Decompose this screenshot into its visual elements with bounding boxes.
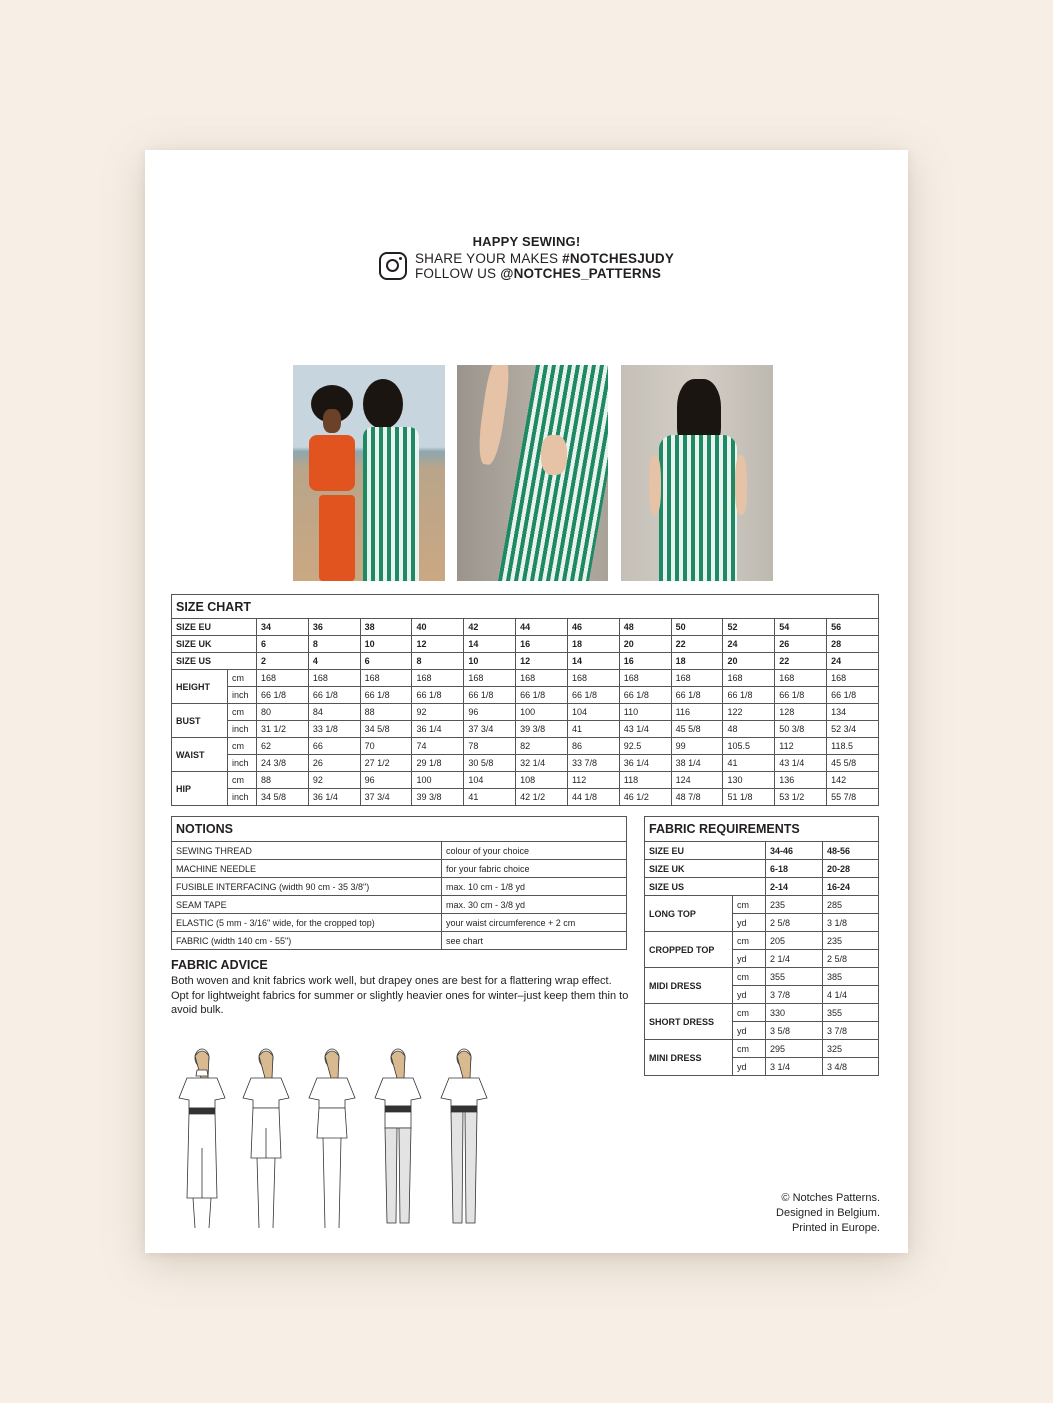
follow-line: FOLLOW US @NOTCHES_PATTERNS bbox=[414, 266, 662, 281]
size-row bbox=[172, 653, 879, 670]
size-cell: 20 bbox=[723, 653, 775, 670]
measurement-cell: 37 3/4 bbox=[464, 721, 516, 738]
fabric-size-cell: 34-46 bbox=[766, 842, 823, 860]
measurement-cell: 96 bbox=[464, 704, 516, 721]
notions-title: NOTIONS bbox=[172, 817, 627, 842]
measurement-cell: 88 bbox=[360, 704, 412, 721]
size-cell: 8 bbox=[308, 636, 360, 653]
size-cell: 4 bbox=[308, 653, 360, 670]
measurement-cell: 168 bbox=[567, 670, 619, 687]
size-cell: 56 bbox=[827, 619, 879, 636]
measurement-cell: 112 bbox=[567, 772, 619, 789]
measurement-cell: 45 5/8 bbox=[827, 755, 879, 772]
measurement-cell: 168 bbox=[775, 670, 827, 687]
measurement-cell: 168 bbox=[412, 670, 464, 687]
measurement-cell: 88 bbox=[257, 772, 309, 789]
unit-label: cm bbox=[228, 670, 257, 687]
measurement-cell: 168 bbox=[360, 670, 412, 687]
measurement-cell: 39 3/8 bbox=[516, 721, 568, 738]
measurement-cell: 45 5/8 bbox=[671, 721, 723, 738]
size-cell: 14 bbox=[464, 636, 516, 653]
size-row bbox=[172, 619, 879, 636]
measurement-cell: 100 bbox=[516, 704, 568, 721]
measurement-cell: 33 7/8 bbox=[567, 755, 619, 772]
measurement-cell: 66 1/8 bbox=[412, 687, 464, 704]
measurement-cell: 33 1/8 bbox=[308, 721, 360, 738]
measurement-cell: 41 bbox=[723, 755, 775, 772]
measurement-label: WAIST bbox=[172, 738, 228, 772]
garment-label: MINI DRESS bbox=[645, 1040, 733, 1076]
fabric-amount-cell: 3 5/8 bbox=[766, 1022, 823, 1040]
unit-label: cm bbox=[228, 704, 257, 721]
measurement-cell: 118.5 bbox=[827, 738, 879, 755]
size-cell: 36 bbox=[308, 619, 360, 636]
share-hashtag: #NOTCHESJUDY bbox=[562, 251, 675, 266]
measurement-cell: 70 bbox=[360, 738, 412, 755]
fabric-amount-cell: 3 1/4 bbox=[766, 1058, 823, 1076]
notion-value: max. 10 cm - 1/8 yd bbox=[442, 878, 627, 896]
size-cell: 18 bbox=[567, 636, 619, 653]
measurement-row bbox=[172, 738, 879, 755]
measurement-cell: 134 bbox=[827, 704, 879, 721]
measurement-cell: 168 bbox=[671, 670, 723, 687]
measurement-cell: 142 bbox=[827, 772, 879, 789]
pattern-back-sheet bbox=[145, 150, 908, 1253]
fabric-amount-cell: 2 5/8 bbox=[766, 914, 823, 932]
fabric-amount-cell: 3 7/8 bbox=[766, 986, 823, 1004]
measurement-cell: 66 1/8 bbox=[360, 687, 412, 704]
fabric-size-row bbox=[645, 860, 879, 878]
follow-handle: @NOTCHES_PATTERNS bbox=[500, 266, 662, 281]
measurement-cell: 34 5/8 bbox=[360, 721, 412, 738]
unit-label: cm bbox=[733, 968, 766, 986]
measurement-cell: 118 bbox=[619, 772, 671, 789]
measurement-cell: 39 3/8 bbox=[412, 789, 464, 806]
notion-value: max. 30 cm - 3/8 yd bbox=[442, 896, 627, 914]
figure-short-dress bbox=[371, 1048, 425, 1234]
notion-row bbox=[172, 878, 627, 896]
technical-drawings bbox=[175, 1048, 485, 1234]
notion-value: colour of your choice bbox=[442, 842, 627, 860]
measurement-cell: 104 bbox=[464, 772, 516, 789]
measurement-cell: 122 bbox=[723, 704, 775, 721]
notion-item: FABRIC (width 140 cm - 55") bbox=[172, 932, 442, 950]
measurement-cell: 66 1/8 bbox=[619, 687, 671, 704]
measurement-cell: 66 1/8 bbox=[567, 687, 619, 704]
measurement-cell: 30 5/8 bbox=[464, 755, 516, 772]
measurement-cell: 168 bbox=[619, 670, 671, 687]
measurement-cell: 66 1/8 bbox=[308, 687, 360, 704]
measurement-cell: 44 1/8 bbox=[567, 789, 619, 806]
fabric-amount-cell: 355 bbox=[823, 1004, 879, 1022]
measurement-cell: 136 bbox=[775, 772, 827, 789]
notion-row bbox=[172, 896, 627, 914]
size-cell: 6 bbox=[360, 653, 412, 670]
measurement-cell: 66 1/8 bbox=[516, 687, 568, 704]
measurement-cell: 37 3/4 bbox=[360, 789, 412, 806]
measurement-cell: 43 1/4 bbox=[775, 755, 827, 772]
measurement-cell: 108 bbox=[516, 772, 568, 789]
measurement-cell: 78 bbox=[464, 738, 516, 755]
garment-label: SHORT DRESS bbox=[645, 1004, 733, 1040]
garment-label: LONG TOP bbox=[645, 896, 733, 932]
measurement-cell: 128 bbox=[775, 704, 827, 721]
measurement-cell: 130 bbox=[723, 772, 775, 789]
unit-label: yd bbox=[733, 1022, 766, 1040]
happy-sewing-heading: HAPPY SEWING! bbox=[472, 234, 581, 249]
measurement-cell: 38 1/4 bbox=[671, 755, 723, 772]
size-cell: 34 bbox=[257, 619, 309, 636]
measurement-cell: 41 bbox=[464, 789, 516, 806]
measurement-cell: 36 1/4 bbox=[412, 721, 464, 738]
social-header bbox=[145, 234, 908, 284]
measurement-cell: 168 bbox=[464, 670, 516, 687]
size-cell: 10 bbox=[360, 636, 412, 653]
fabric-size-cell: 2-14 bbox=[766, 878, 823, 896]
fabric-size-cell: 6-18 bbox=[766, 860, 823, 878]
measurement-cell: 105.5 bbox=[723, 738, 775, 755]
size-cell: 42 bbox=[464, 619, 516, 636]
size-cell: 40 bbox=[412, 619, 464, 636]
unit-label: inch bbox=[228, 687, 257, 704]
size-cell: 22 bbox=[671, 636, 723, 653]
fabric-amount-cell: 235 bbox=[766, 896, 823, 914]
measurement-cell: 66 1/8 bbox=[257, 687, 309, 704]
fabric-amount-cell: 235 bbox=[823, 932, 879, 950]
notion-item: SEWING THREAD bbox=[172, 842, 442, 860]
fabric-amount-cell: 2 1/4 bbox=[766, 950, 823, 968]
fabric-requirements-table bbox=[644, 816, 879, 1076]
fabric-amount-cell: 285 bbox=[823, 896, 879, 914]
measurement-cell: 27 1/2 bbox=[360, 755, 412, 772]
figure-long-top bbox=[175, 1048, 229, 1234]
notion-value: see chart bbox=[442, 932, 627, 950]
measurement-cell: 36 1/4 bbox=[308, 789, 360, 806]
measurement-cell: 66 1/8 bbox=[775, 687, 827, 704]
unit-label: inch bbox=[228, 721, 257, 738]
size-cell: 28 bbox=[827, 636, 879, 653]
size-cell: 8 bbox=[412, 653, 464, 670]
fabric-advice-title: FABRIC ADVICE bbox=[171, 958, 268, 972]
measurement-cell: 29 1/8 bbox=[412, 755, 464, 772]
measurement-cell: 50 3/8 bbox=[775, 721, 827, 738]
measurement-cell: 31 1/2 bbox=[257, 721, 309, 738]
fabric-amount-cell: 325 bbox=[823, 1040, 879, 1058]
unit-label: inch bbox=[228, 789, 257, 806]
measurement-cell: 43 1/4 bbox=[619, 721, 671, 738]
measurement-row bbox=[172, 772, 879, 789]
fabric-size-label: SIZE EU bbox=[645, 842, 766, 860]
size-row bbox=[172, 636, 879, 653]
fabric-requirements-title: FABRIC REQUIREMENTS bbox=[645, 817, 879, 842]
notion-row bbox=[172, 914, 627, 932]
measurement-cell: 74 bbox=[412, 738, 464, 755]
unit-label: cm bbox=[228, 738, 257, 755]
size-cell: 48 bbox=[619, 619, 671, 636]
measurement-cell: 104 bbox=[567, 704, 619, 721]
unit-label: yd bbox=[733, 986, 766, 1004]
fabric-size-label: SIZE UK bbox=[645, 860, 766, 878]
unit-label: yd bbox=[733, 914, 766, 932]
size-cell: 10 bbox=[464, 653, 516, 670]
measurement-cell: 66 bbox=[308, 738, 360, 755]
fabric-size-cell: 20-28 bbox=[823, 860, 879, 878]
garment-label: CROPPED TOP bbox=[645, 932, 733, 968]
measurement-cell: 168 bbox=[257, 670, 309, 687]
measurement-cell: 42 1/2 bbox=[516, 789, 568, 806]
size-cell: 44 bbox=[516, 619, 568, 636]
fabric-size-label: SIZE US bbox=[645, 878, 766, 896]
fabric-advice-text: Both woven and knit fabrics work well, but drapey ones are best for a flattering wrap effect. Opt for lightweight fabrics for summer or slightly heavier ones for winter–just keep them thin to avoid bulk. bbox=[171, 975, 629, 1016]
fabric-garment-row bbox=[645, 1004, 879, 1022]
measurement-cell: 55 7/8 bbox=[827, 789, 879, 806]
unit-label: cm bbox=[733, 1004, 766, 1022]
fabric-garment-row bbox=[645, 932, 879, 950]
measurement-row bbox=[172, 789, 879, 806]
photo-beach-models bbox=[293, 365, 445, 581]
size-cell: 2 bbox=[257, 653, 309, 670]
fabric-garment-row bbox=[645, 896, 879, 914]
size-row-label: SIZE US bbox=[172, 653, 257, 670]
measurement-cell: 99 bbox=[671, 738, 723, 755]
size-cell: 22 bbox=[775, 653, 827, 670]
measurement-cell: 84 bbox=[308, 704, 360, 721]
unit-label: cm bbox=[733, 1040, 766, 1058]
measurement-label: HEIGHT bbox=[172, 670, 228, 704]
notion-row bbox=[172, 842, 627, 860]
measurement-cell: 51 1/8 bbox=[723, 789, 775, 806]
size-chart-title: SIZE CHART bbox=[172, 595, 879, 619]
size-cell: 6 bbox=[257, 636, 309, 653]
measurement-cell: 110 bbox=[619, 704, 671, 721]
size-cell: 12 bbox=[516, 653, 568, 670]
fabric-garment-row bbox=[645, 1040, 879, 1058]
measurement-cell: 96 bbox=[360, 772, 412, 789]
measurement-cell: 66 1/8 bbox=[464, 687, 516, 704]
size-cell: 16 bbox=[516, 636, 568, 653]
fabric-amount-cell: 295 bbox=[766, 1040, 823, 1058]
size-cell: 52 bbox=[723, 619, 775, 636]
measurement-cell: 46 1/2 bbox=[619, 789, 671, 806]
notion-item: MACHINE NEEDLE bbox=[172, 860, 442, 878]
share-line: SHARE YOUR MAKES #NOTCHESJUDY bbox=[414, 251, 675, 266]
measurement-cell: 62 bbox=[257, 738, 309, 755]
footer-credits bbox=[776, 1191, 880, 1236]
notion-value: for your fabric choice bbox=[442, 860, 627, 878]
measurement-cell: 116 bbox=[671, 704, 723, 721]
size-cell: 18 bbox=[671, 653, 723, 670]
measurement-cell: 168 bbox=[308, 670, 360, 687]
copyright-line: © Notches Patterns. bbox=[781, 1192, 880, 1204]
measurement-row bbox=[172, 687, 879, 704]
notion-item: ELASTIC (5 mm - 3/16" wide, for the cropped top) bbox=[172, 914, 442, 932]
fabric-amount-cell: 3 7/8 bbox=[823, 1022, 879, 1040]
measurement-cell: 48 bbox=[723, 721, 775, 738]
fabric-amount-cell: 385 bbox=[823, 968, 879, 986]
measurement-cell: 52 3/4 bbox=[827, 721, 879, 738]
size-cell: 16 bbox=[619, 653, 671, 670]
figure-cropped-top bbox=[239, 1048, 293, 1234]
figure-mini-dress bbox=[437, 1048, 491, 1234]
fabric-size-row bbox=[645, 878, 879, 896]
unit-label: cm bbox=[733, 896, 766, 914]
photo-striped-dress-detail bbox=[457, 365, 608, 581]
measurement-cell: 26 bbox=[308, 755, 360, 772]
printed-line: Printed in Europe. bbox=[791, 1222, 880, 1234]
measurement-row bbox=[172, 670, 879, 687]
measurement-cell: 80 bbox=[257, 704, 309, 721]
measurement-cell: 24 3/8 bbox=[257, 755, 309, 772]
measurement-cell: 86 bbox=[567, 738, 619, 755]
fabric-amount-cell: 355 bbox=[766, 968, 823, 986]
measurement-cell: 92.5 bbox=[619, 738, 671, 755]
fabric-size-cell: 48-56 bbox=[823, 842, 879, 860]
measurement-cell: 36 1/4 bbox=[619, 755, 671, 772]
notion-item: FUSIBLE INTERFACING (width 90 cm - 35 3/8") bbox=[172, 878, 442, 896]
size-cell: 50 bbox=[671, 619, 723, 636]
fabric-amount-cell: 330 bbox=[766, 1004, 823, 1022]
measurement-cell: 124 bbox=[671, 772, 723, 789]
size-cell: 54 bbox=[775, 619, 827, 636]
measurement-cell: 82 bbox=[516, 738, 568, 755]
measurement-cell: 100 bbox=[412, 772, 464, 789]
size-cell: 26 bbox=[775, 636, 827, 653]
measurement-cell: 32 1/4 bbox=[516, 755, 568, 772]
notion-row bbox=[172, 860, 627, 878]
fabric-amount-cell: 3 4/8 bbox=[823, 1058, 879, 1076]
size-cell: 38 bbox=[360, 619, 412, 636]
fabric-amount-cell: 3 1/8 bbox=[823, 914, 879, 932]
measurement-cell: 168 bbox=[827, 670, 879, 687]
notion-item: SEAM TAPE bbox=[172, 896, 442, 914]
measurement-cell: 168 bbox=[723, 670, 775, 687]
designed-line: Designed in Belgium. bbox=[776, 1207, 880, 1219]
measurement-cell: 41 bbox=[567, 721, 619, 738]
size-cell: 20 bbox=[619, 636, 671, 653]
measurement-cell: 112 bbox=[775, 738, 827, 755]
measurement-row bbox=[172, 755, 879, 772]
fabric-advice bbox=[171, 958, 631, 1018]
size-cell: 24 bbox=[827, 653, 879, 670]
measurement-cell: 92 bbox=[308, 772, 360, 789]
unit-label: cm bbox=[228, 772, 257, 789]
measurement-cell: 66 1/8 bbox=[671, 687, 723, 704]
notion-row bbox=[172, 932, 627, 950]
unit-label: cm bbox=[733, 932, 766, 950]
photo-dress-back-view bbox=[621, 365, 773, 581]
measurement-cell: 168 bbox=[516, 670, 568, 687]
measurement-label: BUST bbox=[172, 704, 228, 738]
measurement-cell: 92 bbox=[412, 704, 464, 721]
measurement-row bbox=[172, 721, 879, 738]
size-cell: 24 bbox=[723, 636, 775, 653]
unit-label: yd bbox=[733, 1058, 766, 1076]
fabric-amount-cell: 2 5/8 bbox=[823, 950, 879, 968]
notions-table bbox=[171, 816, 627, 950]
fabric-garment-row bbox=[645, 968, 879, 986]
figure-midi-dress bbox=[305, 1048, 359, 1234]
measurement-cell: 66 1/8 bbox=[723, 687, 775, 704]
fabric-amount-cell: 205 bbox=[766, 932, 823, 950]
measurement-cell: 53 1/2 bbox=[775, 789, 827, 806]
size-cell: 12 bbox=[412, 636, 464, 653]
size-chart-table bbox=[171, 594, 879, 806]
measurement-cell: 48 7/8 bbox=[671, 789, 723, 806]
garment-label: MIDI DRESS bbox=[645, 968, 733, 1004]
size-cell: 46 bbox=[567, 619, 619, 636]
size-row-label: SIZE EU bbox=[172, 619, 257, 636]
instagram-icon bbox=[379, 252, 407, 280]
measurement-row bbox=[172, 704, 879, 721]
measurement-cell: 34 5/8 bbox=[257, 789, 309, 806]
fabric-size-cell: 16-24 bbox=[823, 878, 879, 896]
fabric-amount-cell: 4 1/4 bbox=[823, 986, 879, 1004]
measurement-cell: 66 1/8 bbox=[827, 687, 879, 704]
size-cell: 14 bbox=[567, 653, 619, 670]
unit-label: inch bbox=[228, 755, 257, 772]
unit-label: yd bbox=[733, 950, 766, 968]
size-row-label: SIZE UK bbox=[172, 636, 257, 653]
measurement-label: HIP bbox=[172, 772, 228, 806]
notion-value: your waist circumference + 2 cm bbox=[442, 914, 627, 932]
fabric-size-row bbox=[645, 842, 879, 860]
